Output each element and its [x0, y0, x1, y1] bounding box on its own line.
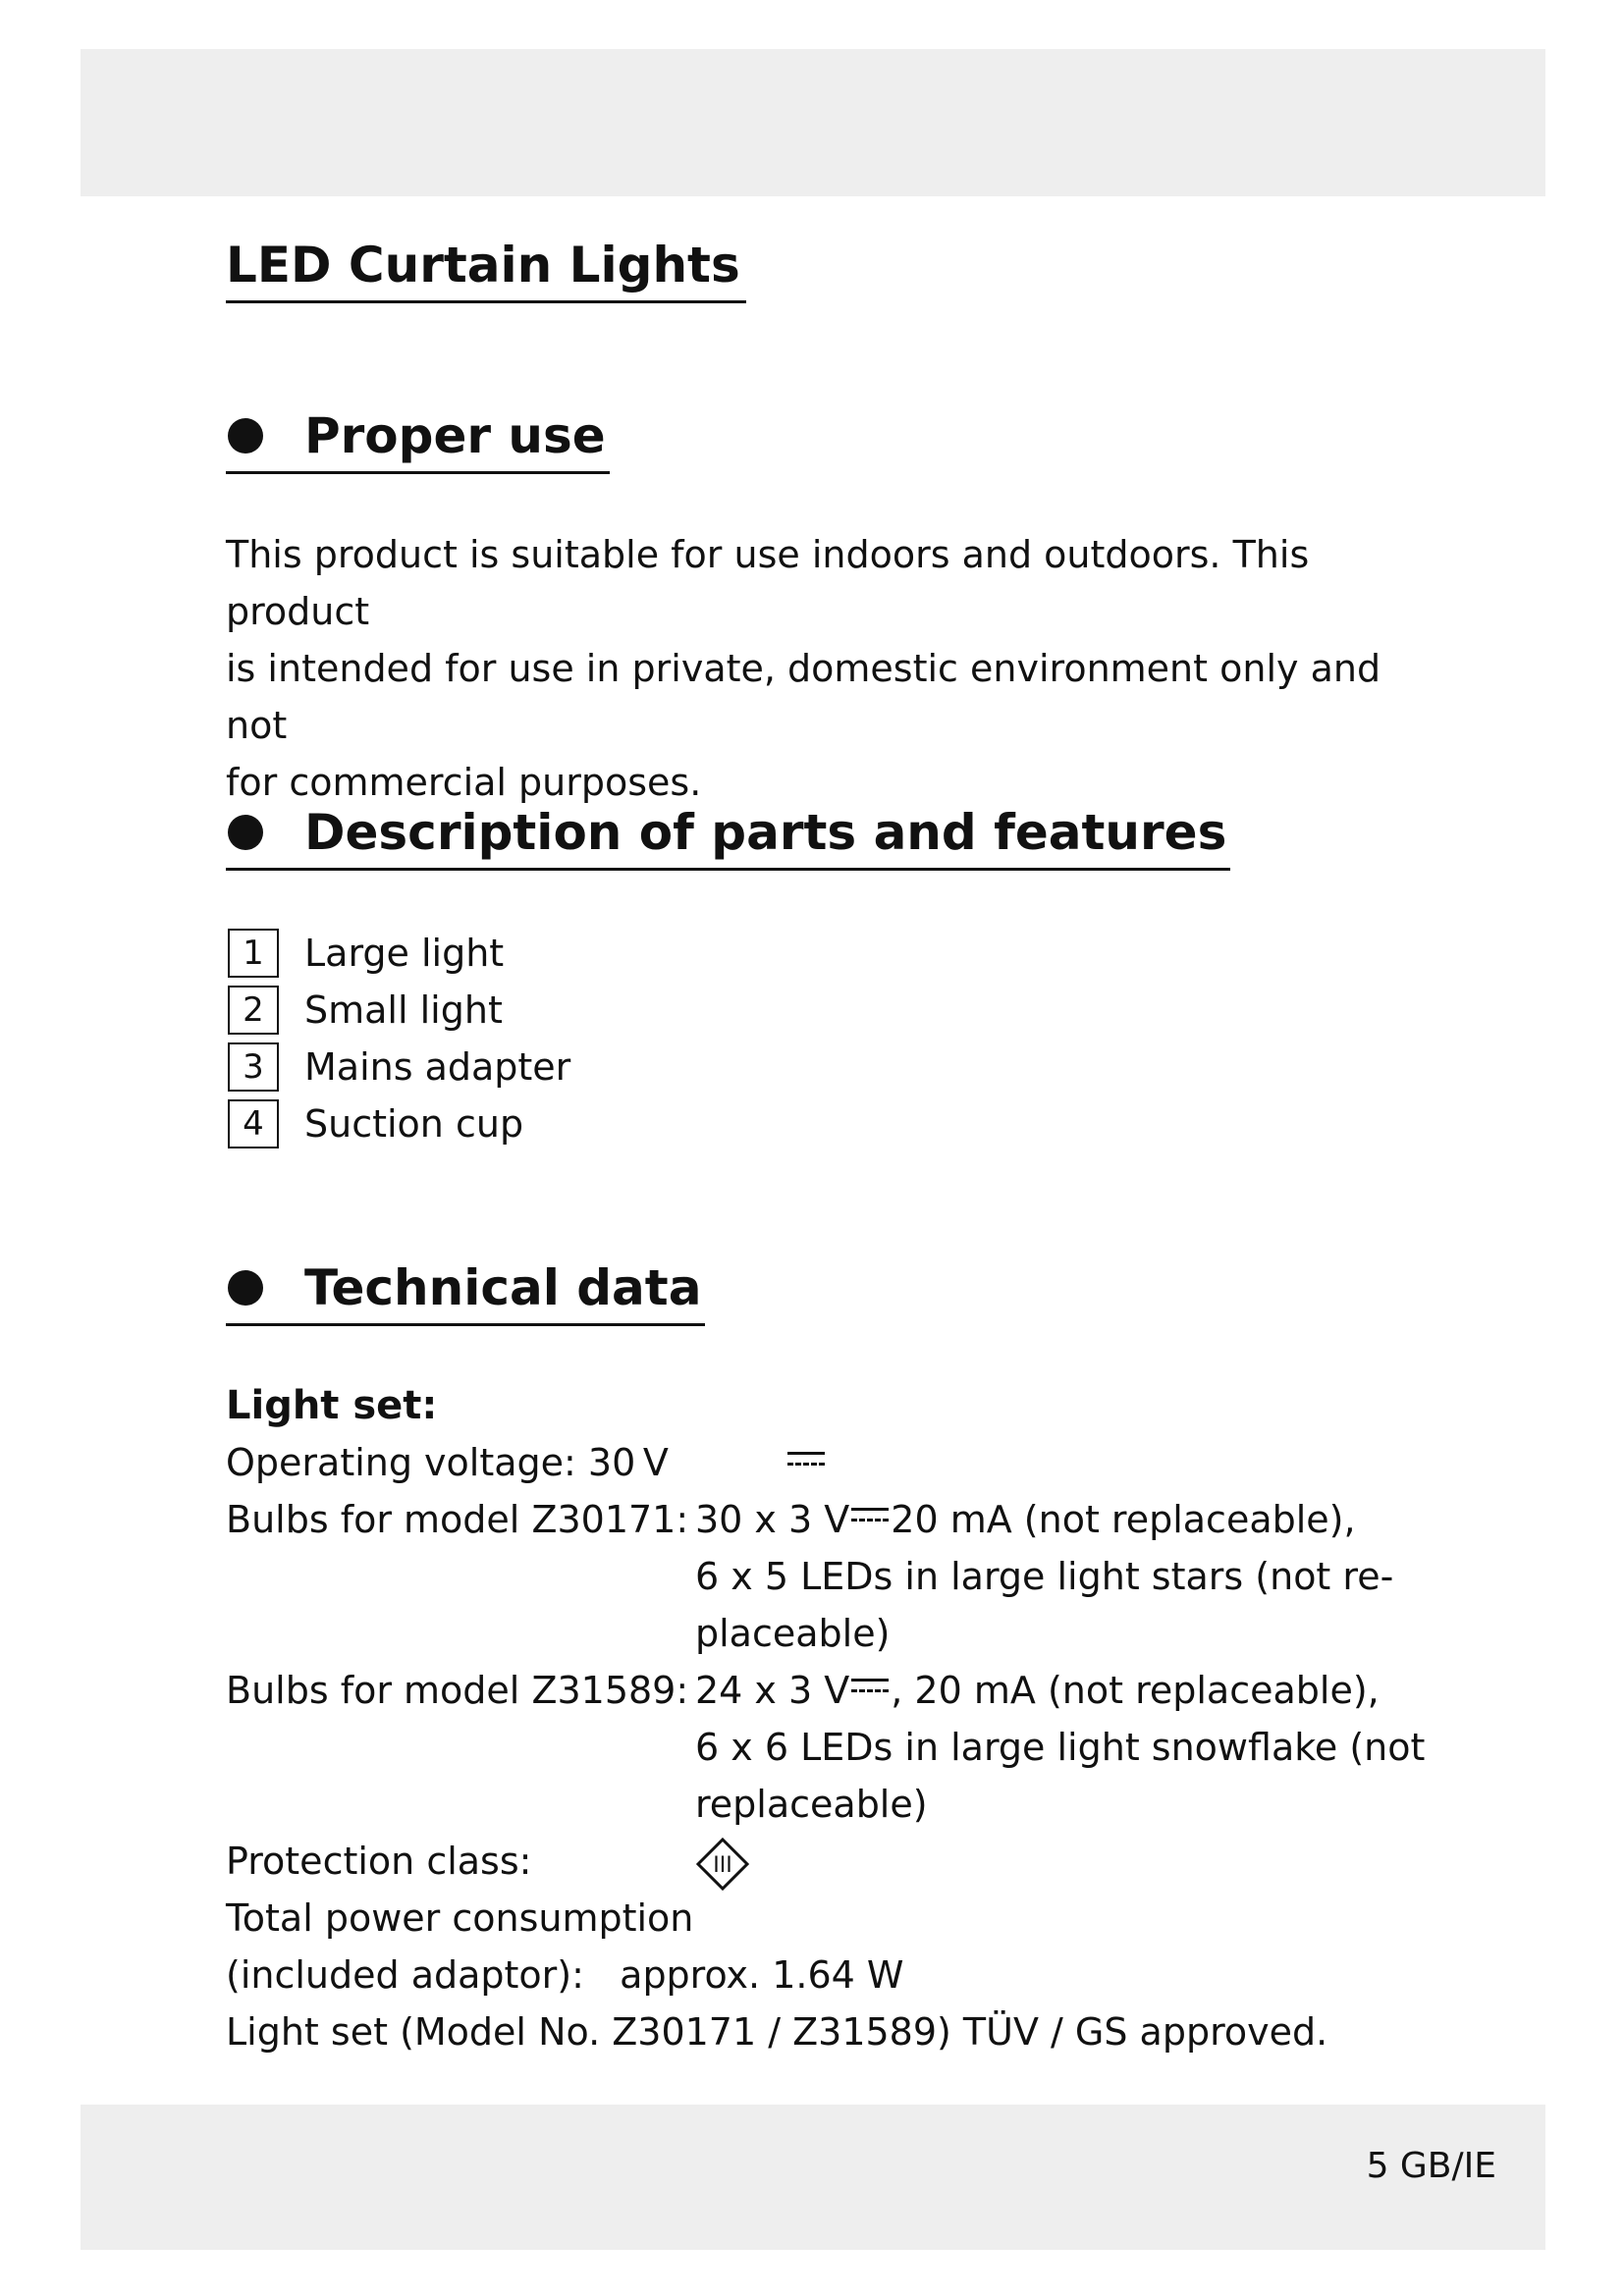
part-number-box: 1	[228, 929, 279, 978]
dc-symbol-icon	[851, 1508, 889, 1528]
part-label: Mains adapter	[304, 1045, 571, 1089]
document-title: LED Curtain Lights	[226, 234, 746, 303]
protection-class-iii-icon	[695, 1837, 750, 1892]
list-item	[228, 925, 570, 982]
header-band	[81, 49, 1545, 196]
technical-heading	[226, 1256, 705, 1326]
bulbs-z31589-line-3: replaceable)	[695, 1783, 928, 1826]
bulbs-z30171-line-2: 6 x 5 LEDs in large light stars (not re-	[695, 1555, 1394, 1598]
dc-symbol-icon	[787, 1452, 825, 1472]
technical-heading-text: Technical data	[304, 1259, 702, 1316]
proper-use-heading-text: Proper use	[304, 407, 606, 464]
bullet-icon	[228, 815, 263, 850]
page-number: 5 GB/IE	[1366, 2146, 1496, 2186]
proper-use-heading	[226, 404, 610, 474]
parts-heading-text: Description of parts and features	[304, 804, 1227, 861]
footer-band	[81, 2105, 1545, 2250]
proper-use-line-1: This product is suitable for use indoors and outdoors. This product	[226, 533, 1310, 633]
bulbs-z31589-line-2: 6 x 6 LEDs in large light snowflake (not	[695, 1726, 1426, 1769]
proper-use-paragraph	[226, 526, 1434, 811]
part-number-box: 4	[228, 1099, 279, 1148]
protection-class-line	[226, 1833, 1483, 1890]
bulbs-z31589-value-a: 24 x 3 V	[695, 1669, 850, 1712]
bulbs-z31589-line	[226, 1662, 1483, 1719]
power-consumption-line-2: (included adaptor): approx. 1.64 W	[226, 1953, 904, 1997]
parts-heading	[226, 801, 1230, 871]
part-number-box: 3	[228, 1042, 279, 1092]
operating-voltage-text: Operating voltage: 30 V	[226, 1441, 669, 1484]
bulbs-z30171-label: Bulbs for model Z30171:	[226, 1498, 689, 1541]
dc-symbol-icon	[851, 1679, 889, 1699]
bullet-icon	[228, 1270, 263, 1306]
bulbs-z31589-label: Bulbs for model Z31589:	[226, 1669, 689, 1712]
bulbs-z30171-value-a: 30 x 3 V	[695, 1498, 850, 1541]
part-label: Suction cup	[304, 1102, 524, 1146]
part-label: Large light	[304, 932, 505, 975]
protection-class-symbol-text: III	[713, 1852, 732, 1878]
power-consumption-line-1: Total power consumption	[226, 1896, 694, 1940]
proper-use-line-3: for commercial purposes.	[226, 761, 702, 804]
bulbs-z30171-value-b: 20 mA (not replaceable),	[891, 1498, 1356, 1541]
bulbs-z30171-line-3: placeable)	[695, 1612, 891, 1655]
bullet-icon	[228, 418, 263, 454]
part-number-box: 2	[228, 986, 279, 1035]
list-item	[228, 1095, 570, 1152]
approval-line: Light set (Model No. Z30171 / Z31589) TÜV / GS approved.	[226, 2010, 1328, 2054]
light-set-subheading: Light set:	[226, 1383, 438, 1428]
technical-data-block	[226, 1377, 1483, 2060]
bulbs-z31589-value-b: , 20 mA (not replaceable),	[891, 1669, 1380, 1712]
parts-list	[228, 925, 570, 1152]
list-item	[228, 982, 570, 1039]
proper-use-line-2: is intended for use in private, domestic environment only and not	[226, 647, 1381, 747]
protection-class-label: Protection class:	[226, 1840, 532, 1883]
list-item	[228, 1039, 570, 1095]
bulbs-z30171-line	[226, 1491, 1483, 1548]
operating-voltage-line	[226, 1434, 1483, 1491]
part-label: Small light	[304, 988, 503, 1032]
